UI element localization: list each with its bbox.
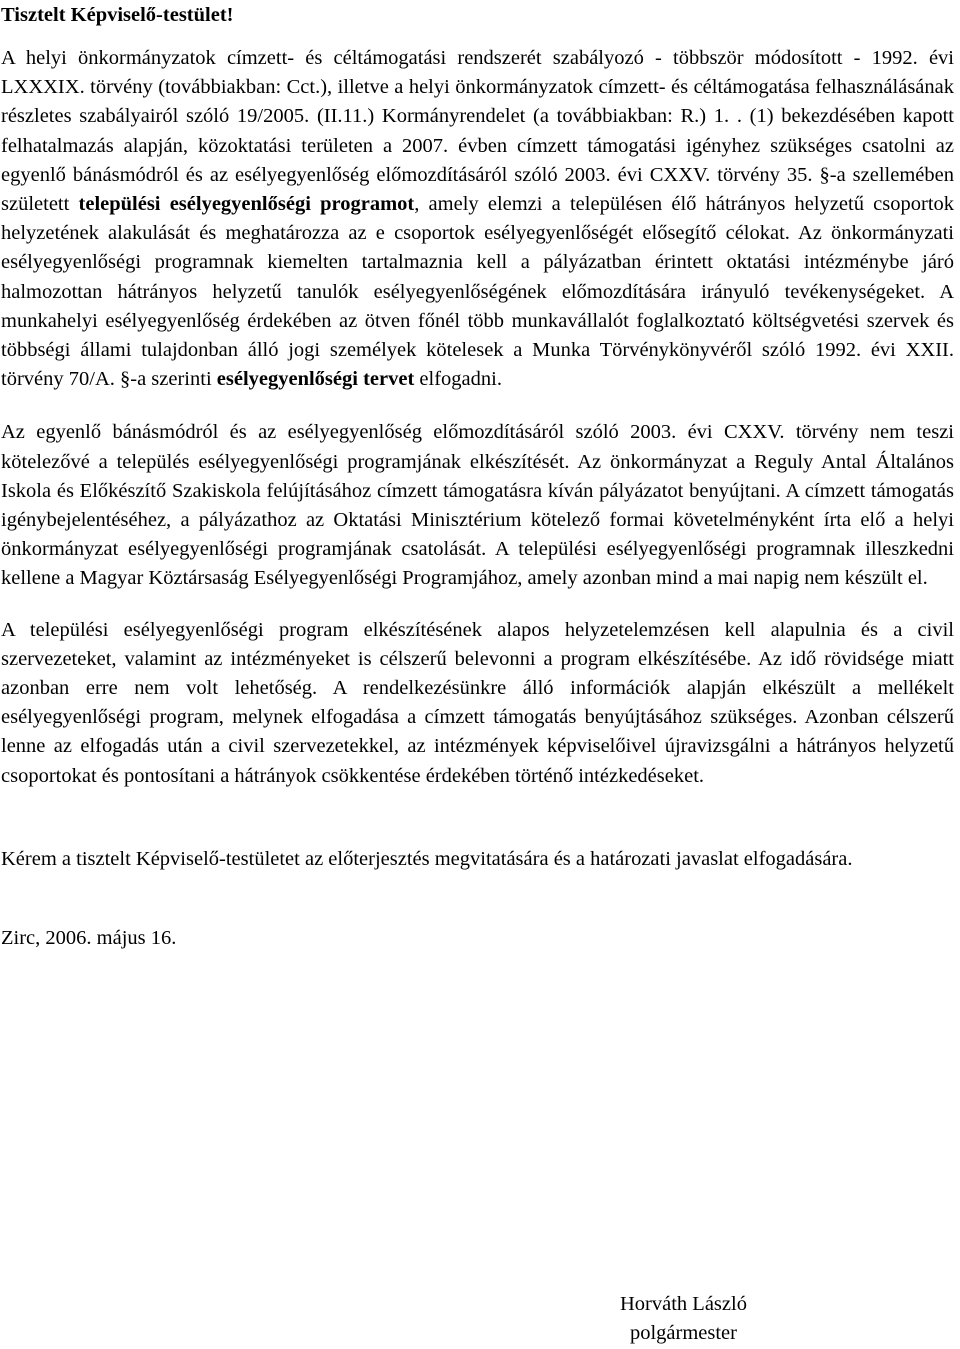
bold-term-plan: esélyegyenlőségi tervet bbox=[216, 368, 415, 391]
paragraph-school-application: Az egyenlő bánásmódról és az esélyegyenlőség előmozdításáról szóló 2003. évi CXXV. törvény nem teszi kötelezővé a település esélyegyenlőségi programjának elkészítését. Az önkormányzat a Reguly Antal Általános Iskola és Előkészítő Szakiskola felújításához címzett támogatásra kíván pályázatot benyújtani. A címzett támogatás igénybejelentéséhez, a pályázathoz az Oktatási Minisztérium kötelező formai követelményként írta elő a helyi önkormányzat esélyegyenlőségi programjának csatolását. A települési esélyegyenlőségi programnak illeszkedni kellene a Magyar Köztársaság Esélyegyenlőségi Programjához, amely azonban mind a mai napig nem készült el. bbox=[1, 421, 954, 590]
paragraph-1-text-b: , amely elemzi a településen élő hátrányos helyzetű csoportok helyzetének alakulását és meghatározza az e csoportok esélyegyenlőségét elősegítő célokat. Az önkormányzati esélyegyenlőségi programnak kiemelten tartalmaznia kell a pályázatban érintett oktatási intézménybe járó halmozottan hátrányos helyzetű tanulók esélyegyenlőségének előmozdítására irányuló tevékenységeket. A munkahelyi esélyegyenlőség érdekében az ötven főnél több munkavállalót foglalkoztató költségvetési szervek és többségi állami tulajdonban álló jogi személyek kötelesek a Munka Törvénykönyvéről szóló 1992. évi XXII. törvény 70/A. §-a szerinti bbox=[1, 193, 955, 391]
paragraph-program-preparation: A települési esélyegyenlőségi program elkészítésének alapos helyzetelemzésen kell alapulnia és a civil szervezeteket, valamint az intézményeket is célszerű belevonni a program elkészítésébe. Az idő rövidsége miatt azonban erre nem volt lehetőség. A rendelkezésünkre álló információk alapján elkészült a mellékelt esélyegyenlőségi program, melynek elfogadása a címzett támogatás benyújtásához szükséges. Azonban célszerű lenne az elfogadás után a civil szervezetekkel, az intézmények képviselőivel újravizsgálni a hátrányos helyzetű csoportokat és pontosítani a hátrányok csökkentése érdekében történő intézkedéseket. bbox=[1, 618, 954, 787]
paragraph-1-text-c: elfogadni. bbox=[414, 368, 502, 391]
salutation-heading: Tisztelt Képviselő-testület! bbox=[1, 4, 234, 26]
signature-block bbox=[620, 1290, 747, 1348]
signatory-name: Horváth László bbox=[620, 1293, 747, 1315]
bold-term-program: települési esélyegyenlőségi programot bbox=[78, 193, 415, 216]
paragraph-legal-background bbox=[1, 44, 954, 394]
signatory-title: polgármester bbox=[629, 1322, 737, 1344]
paragraph-1-text-a: A helyi önkormányzatok címzett- és céltámogatási rendszerét szabályozó - többször módosított - 1992. évi LXXXIX. törvény (továbbiakban: Cct.), illetve a helyi önkormányzatok címzett- és céltámogatása felhasználásának részletes szabályairól szóló 19/2005. (II.11.) Kormányrendelet (a továbbiakban: R.) 1. . (1) bekezdésében kapott felhatalmazás alapján, közoktatási területen a 2007. évben címzett támogatási igényhez szükséges csatolni az egyenlő bánásmódról és az esélyegyenlőség előmozdításáról szóló 2003. évi CXXV. törvény 35. §-a szellemében született bbox=[1, 47, 954, 216]
paragraph-request: Kérem a tisztelt Képviselő-testületet az előterjesztés megvitatására és a határozati javaslat elfogadására. bbox=[1, 847, 853, 870]
date-place: Zirc, 2006. május 16. bbox=[1, 927, 177, 950]
